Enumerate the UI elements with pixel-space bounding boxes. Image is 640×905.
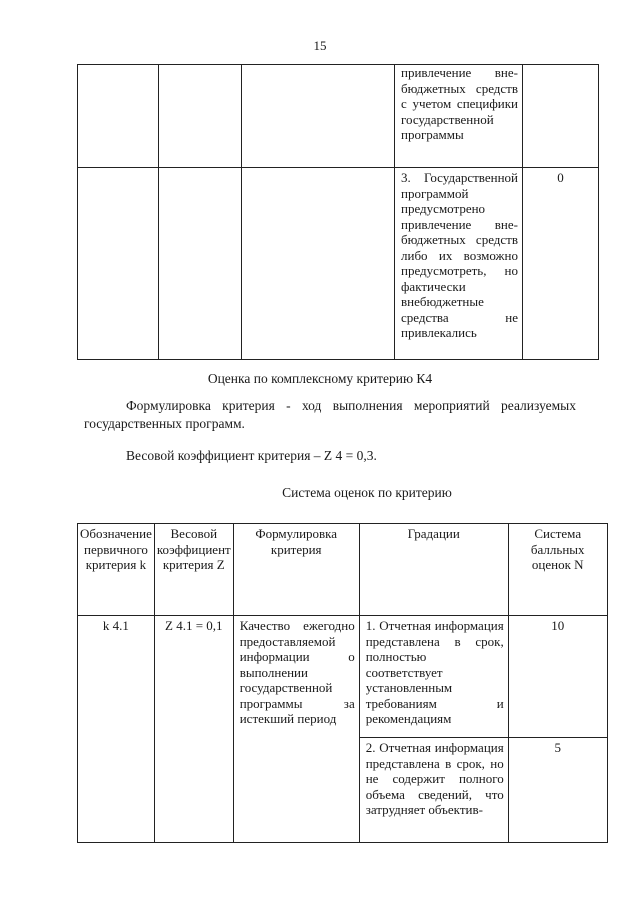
table-row — [78, 168, 599, 360]
table-header-row — [78, 524, 608, 616]
column-header: Система балльных оценок N — [508, 524, 607, 616]
criterion-weight-cell: Z 4.1 = 0,1 — [154, 616, 233, 843]
score-cell: 10 — [508, 616, 607, 738]
criterion-code-cell: k 4.1 — [78, 616, 155, 843]
table-cell — [78, 168, 159, 360]
score-cell: 5 — [508, 738, 607, 843]
page-number: 15 — [313, 38, 327, 53]
gradation-cell: привлечение вне-бюджетных средств с учетом специфики государственной программы — [395, 65, 523, 168]
criterion-heading: Оценка по комплексному критерию К4 — [207, 371, 433, 386]
scoring-table — [77, 523, 608, 843]
criterion-formulation: Формулировка критерия - ход выполнения мероприятий реализуемых государственных программ. — [84, 398, 576, 431]
table-cell — [159, 65, 242, 168]
score-cell — [523, 65, 599, 168]
weight-coefficient: Весовой коэффициент критерия – Z 4 = 0,3. — [126, 448, 377, 463]
table-cell — [78, 65, 159, 168]
continuation-table — [77, 64, 599, 360]
table-cell — [242, 65, 395, 168]
column-header: Обозначение первичного критерия k — [78, 524, 155, 616]
table-row — [78, 65, 599, 168]
column-header: Формулировка критерия — [233, 524, 359, 616]
gradation-cell: 3. Государственной программой предусмотрено привлечение вне-бюджетных средств либо их возможно предусмотреть, но фактически внебюджетные средства не привлекались — [395, 168, 523, 360]
column-header: Весовой коэффициент критерия Z — [154, 524, 233, 616]
table-cell — [159, 168, 242, 360]
criterion-text-cell: Качество ежегодно предоставляемой информации о выполнении государственной программы за истекший период — [233, 616, 359, 843]
table-cell — [242, 168, 395, 360]
score-cell: 0 — [523, 168, 599, 360]
table-row — [78, 616, 608, 738]
scoring-heading: Система оценок по критерию — [282, 485, 452, 500]
column-header: Градации — [359, 524, 508, 616]
gradation-cell: 1. Отчетная информация представлена в срок, полностью соответствует установленным требованиям и рекомендациям — [359, 616, 508, 738]
gradation-cell: 2. Отчетная информация представлена в срок, но не содержит полного объема сведений, что затрудняет объектив- — [359, 738, 508, 843]
